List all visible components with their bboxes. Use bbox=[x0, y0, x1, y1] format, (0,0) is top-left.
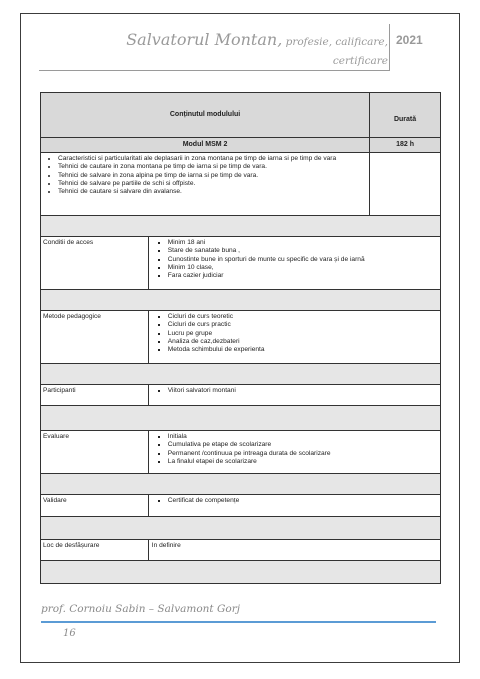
row-value-location: In definire bbox=[148, 540, 440, 561]
module-content-cell bbox=[41, 153, 370, 216]
module-table bbox=[40, 92, 441, 584]
row-value-access bbox=[148, 237, 440, 290]
list-item: ▪ Metoda schimbului de experienta bbox=[168, 346, 437, 354]
row-value-evaluation bbox=[148, 431, 440, 474]
list-item: • Tehnici de cautare si salvare din avalanse. bbox=[58, 188, 366, 196]
row-label-validation: Validare bbox=[41, 495, 149, 517]
list-item: ▪ Stare de sanatate buna , bbox=[168, 247, 437, 255]
page-number: 16 bbox=[63, 628, 76, 639]
list-item: ▪ Permanent /continuua pe intreaga durata de scolarizare bbox=[168, 450, 437, 458]
list-item: ▪ Minim 10 clase, bbox=[168, 264, 437, 272]
list-item: ▪ Cicluri de curs teoretic bbox=[168, 313, 437, 321]
list-item: ▪ Cunostinte bune in sporturi de munte cu specific de vara și de iarnă bbox=[168, 256, 437, 264]
header-title-sub: profesie, calificare, certificare bbox=[282, 36, 388, 67]
header-title-main: Salvatorul Montan, bbox=[126, 30, 283, 49]
header-divider bbox=[389, 24, 390, 71]
spacer-row bbox=[41, 474, 441, 495]
list-item: ▪ Cumulativa pe etape de scolarizare bbox=[168, 441, 437, 449]
spacer-row bbox=[41, 364, 441, 385]
spacer-row bbox=[41, 290, 441, 311]
row-label-location: Loc de desfășurare bbox=[41, 540, 149, 561]
list-item: ▪ Initiala bbox=[168, 433, 437, 441]
header-year: 2021 bbox=[396, 33, 423, 47]
list-item: • Tehnici de salvare in zona alpina pe timp de iarna si pe timp de vara. bbox=[58, 172, 366, 180]
spacer-row bbox=[41, 406, 441, 431]
row-label-methods: Metode pedagogice bbox=[41, 311, 149, 364]
spacer-row bbox=[41, 561, 441, 584]
row-label-access: Conditii de acces bbox=[41, 237, 149, 290]
list-item: ▪ Fara cazier judiciar bbox=[168, 272, 437, 280]
header-rule bbox=[39, 70, 390, 71]
row-label-participants: Participanti bbox=[41, 385, 149, 406]
footer-author: prof. Cornoiu Sabin – Salvamont Gorj bbox=[41, 603, 240, 615]
list-item: ▪ Viitori salvatori montani bbox=[168, 387, 437, 395]
list-item: ▪ Lucru pe grupe bbox=[168, 330, 437, 338]
list-item: • Tehnici de salvare pe partiile de schi si offpiste. bbox=[58, 180, 366, 188]
list-item: ▪ Minim 18 ani bbox=[168, 239, 437, 247]
list-item: • Caracteristici si particularitati ale deplasarii in zona montana pe timp de iarna si pe timp de vara bbox=[58, 155, 366, 163]
row-label-evaluation: Evaluare bbox=[41, 431, 149, 474]
list-item: ▪ Certificat de competențe bbox=[168, 497, 437, 505]
column-header-duration: Durată bbox=[370, 93, 441, 138]
row-value-participants bbox=[148, 385, 440, 406]
module-duration: 182 h bbox=[370, 138, 441, 153]
module-content-list bbox=[44, 155, 366, 196]
spacer-row bbox=[41, 517, 441, 540]
spacer-row bbox=[41, 216, 441, 237]
module-content-duration bbox=[370, 153, 441, 216]
module-name: Modul MSM 2 bbox=[41, 138, 370, 153]
list-item: ▪ La finalul etapei de scolarizare bbox=[168, 458, 437, 466]
row-value-validation bbox=[148, 495, 440, 517]
list-item: ▪ Analiza de caz,dezbateri bbox=[168, 338, 437, 346]
row-value-methods bbox=[148, 311, 440, 364]
column-header-content: Conținutul modulului bbox=[41, 93, 370, 138]
list-item: ▪ Cicluri de curs practic bbox=[168, 321, 437, 329]
header-title bbox=[100, 30, 388, 68]
footer-rule bbox=[41, 621, 436, 623]
list-item: • Tehnici de cautare in zona montana pe timp de iarna si pe timp de vara. bbox=[58, 163, 366, 171]
